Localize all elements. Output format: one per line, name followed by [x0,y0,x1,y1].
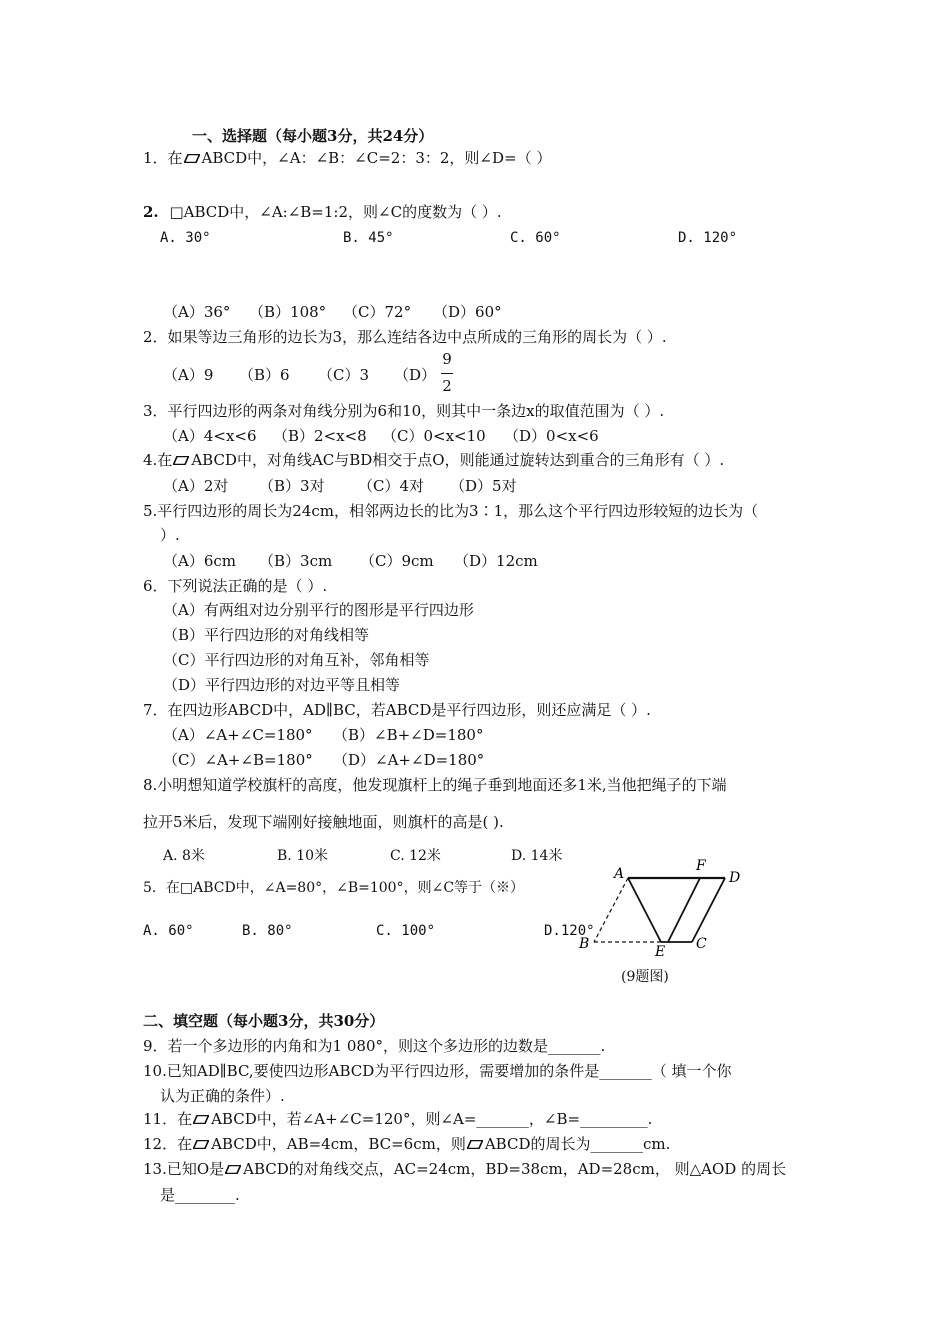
question-text: ABCD中，对角线AC与BD相交于点O，则能通过旋转达到重合的三角形有（ ）. [191,451,725,469]
question-11 [143,1109,652,1129]
option-b[interactable]: （B）∠B+∠D=180° [333,726,484,744]
option-d[interactable]: （D）60° [433,303,502,321]
question-text: ABCD的对角线交点，AC=24cm，BD=38cm，AD=28cm， 则△AOD 的周长 [243,1160,787,1178]
option-a[interactable]: A. 8米 [163,848,205,864]
fraction-bar [441,373,453,374]
question-9: 9．若一个多边形的内角和为1 080°，则这个多边形的边数是_______. [143,1037,606,1055]
option-a[interactable]: （A）有两组对边分别平行的图形是平行四边形 [163,601,474,619]
question-5: 5.平行四边形的周长为24cm，相邻两边长的比为3∶1，那么这个平行四边形较短的边长为（ [143,502,759,520]
option-c[interactable]: （C）∠A+∠B=180° [163,751,313,769]
figure-caption: (9题图) [621,969,669,985]
question-13-continued: 是________. [160,1186,240,1204]
option-b[interactable]: B. 80° [242,923,293,939]
option-b[interactable]: （B）2<x<8 [273,427,367,445]
question-1 [143,148,551,168]
option-b[interactable]: （B）6 [239,366,290,384]
option-a[interactable]: （A）36° [163,303,231,321]
label-e: E [655,944,666,960]
option-a[interactable]: （A）9 [163,366,214,384]
question-text: ABCD中，∠A：∠B：∠C=2：3：2，则∠D=（ ） [201,149,552,167]
question-number: 4.在 [143,451,173,469]
option-b[interactable]: （B）3cm [259,552,333,570]
geometry-figure [570,852,760,960]
question-text: ABCD中，AB=4cm，BC=6cm，则 [211,1135,466,1153]
section1-title: 一、选择题（每小题3分，共24分） [192,127,434,145]
option-c[interactable]: （C）3 [318,366,370,384]
question-10: 10.已知AD∥BC,要使四边形ABCD为平行四边形，需要增加的条件是_______（ 填一个你 [143,1062,732,1080]
section2-title: 二、填空题（每小题3分，共30分） [143,1012,385,1030]
question-number: 1．在 [143,149,183,167]
option-d[interactable]: D. 14米 [511,848,563,864]
option-a[interactable]: （A）4<x<6 [163,427,257,445]
option-d[interactable]: （D）0<x<6 [504,427,599,445]
option-d[interactable]: （D）平行四边形的对边平等且相等 [163,676,401,694]
option-d[interactable]: （D） [394,366,437,384]
segment-ab-dashed [594,878,628,942]
segment-dc [692,878,725,942]
question-3: 3．平行四边形的两条对角线分别为6和10，则其中一条边x的取值范围为（ ）. [143,402,665,420]
option-d[interactable]: （D）5对 [450,477,517,495]
option-d[interactable]: （D）12cm [454,552,538,570]
option-b[interactable]: B. 45° [343,230,394,246]
question-5-continued: ）. [160,526,180,544]
question-number: 11．在 [143,1110,193,1128]
question-4 [143,450,724,470]
question-7: 7．在四边形ABCD中，AD∥BC，若ABCD是平行四边形，则还应满足（ ）. [143,701,651,719]
question-8: 8.小明想知道学校旗杆的高度，他发现旗杆上的绳子垂到地面还多1米,当他把绳子的下端 [143,776,727,794]
option-c[interactable]: C. 100° [376,923,436,939]
fraction-numerator: 9 [442,350,452,368]
parallelogram-icon [467,1140,483,1149]
parallelogram-icon [225,1165,241,1174]
option-c[interactable]: （C）0<x<10 [382,427,486,445]
label-c: C [696,936,707,952]
question-number: 12．在 [143,1135,193,1153]
option-d[interactable]: （D）∠A+∠D=180° [333,751,485,769]
parallelogram-icon [193,1140,209,1149]
option-a[interactable]: A. 60° [143,923,194,939]
label-b: B [579,936,590,952]
question-text: ABCD中，若∠A+∠C=120°，则∠A=_______，∠B=_________. [211,1110,653,1128]
label-f: F [696,858,706,874]
parallelogram-icon [173,456,189,465]
segment-ae [628,878,661,942]
question-text-end: ABCD的周长为_______cm. [484,1135,671,1153]
option-a[interactable]: （A）2对 [163,477,229,495]
question-number: 13.已知O是 [143,1160,225,1178]
option-c[interactable]: C. 12米 [390,848,441,864]
option-a[interactable]: A. 30° [160,230,211,246]
parallelogram-icon [184,154,200,163]
question-text: □ABCD中，∠A:∠B=1:2，则∠C的度数为（ ）. [169,203,502,221]
label-d: D [729,870,741,886]
option-a[interactable]: （A）∠A+∠C=180° [163,726,313,744]
question-2: 2．如果等边三角形的边长为3，那么连结各边中点所成的三角形的周长为（ ）. [143,328,667,346]
question-6: 6．下列说法正确的是（ ）. [143,577,328,595]
option-c[interactable]: （C）72° [343,303,412,321]
option-d[interactable]: D. 120° [678,230,738,246]
option-c[interactable]: （C）4对 [358,477,425,495]
question-12 [143,1134,670,1154]
fraction-denominator: 2 [442,377,452,395]
option-b[interactable]: （B）3对 [259,477,325,495]
question-5b: 5．在□ABCD中，∠A=80°，∠B=100°，则∠C等于（※） [143,880,525,896]
option-a[interactable]: （A）6cm [163,552,237,570]
question-number: 2. [143,203,159,221]
option-c[interactable]: C. 60° [510,230,561,246]
option-c[interactable]: （C）9cm [360,552,434,570]
question-13 [143,1159,786,1179]
segment-fe [668,878,700,942]
parallelogram-icon [193,1115,209,1124]
option-b[interactable]: （B）平行四边形的对角线相等 [163,626,370,644]
label-a: A [614,866,625,882]
option-d[interactable]: D.120° [544,923,595,939]
question-2a [143,202,502,222]
question-8-continued: 拉开5米后，发现下端刚好接触地面，则旗杆的高是( ). [143,813,504,831]
option-b[interactable]: B. 10米 [277,848,329,864]
option-c[interactable]: （C）平行四边形的对角互补，邻角相等 [163,651,430,669]
question-10-continued: 认为正确的条件）. [160,1087,285,1105]
option-b[interactable]: （B）108° [249,303,327,321]
